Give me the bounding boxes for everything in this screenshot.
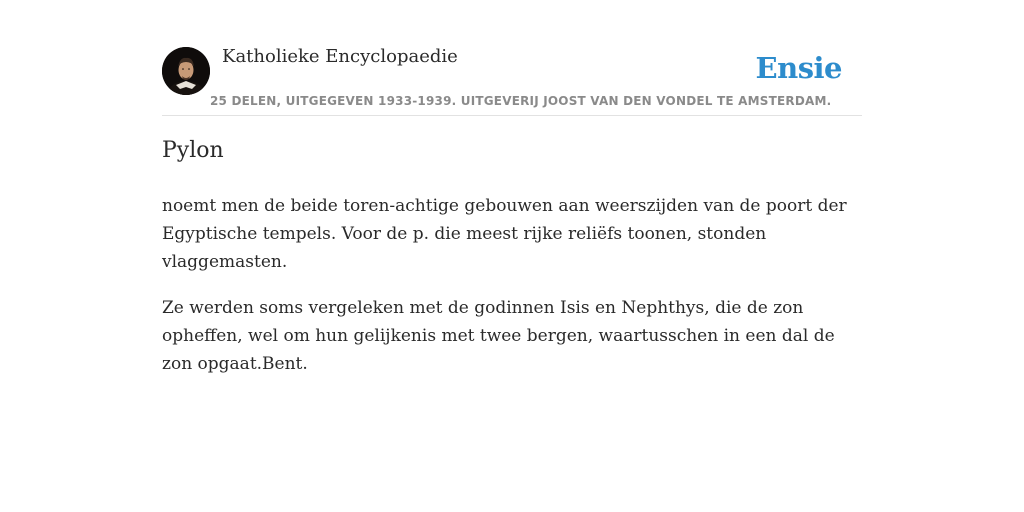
source-subtitle: 25 DELEN, UITGEGEVEN 1933-1939. UITGEVERIJ JOOST VAN DEN VONDEL TE AMSTERDAM. — [210, 94, 832, 108]
entry-paragraph: noemt men de beide toren-achtige gebouwen aan weerszijden van de poort der Egyptische tempels. Voor de p. die meest rijke reliëfs toonen, stonden vlaggemasten. — [162, 196, 847, 272]
brand-logo-link[interactable]: Ensie — [755, 51, 842, 85]
portrait-avatar-icon[interactable] — [162, 47, 210, 95]
entry-paragraph: Ze werden soms vergeleken met de godinnen Isis en Nephthys, die de zon opheffen, wel om hun gelijkenis met twee bergen, waartusschen in een dal de zon opgaat.Bent. — [162, 298, 835, 374]
entry-body — [162, 192, 862, 396]
entry-title: Pylon — [162, 138, 224, 163]
source-title[interactable]: Katholieke Encyclopaedie — [222, 46, 458, 67]
source-header — [162, 46, 862, 116]
